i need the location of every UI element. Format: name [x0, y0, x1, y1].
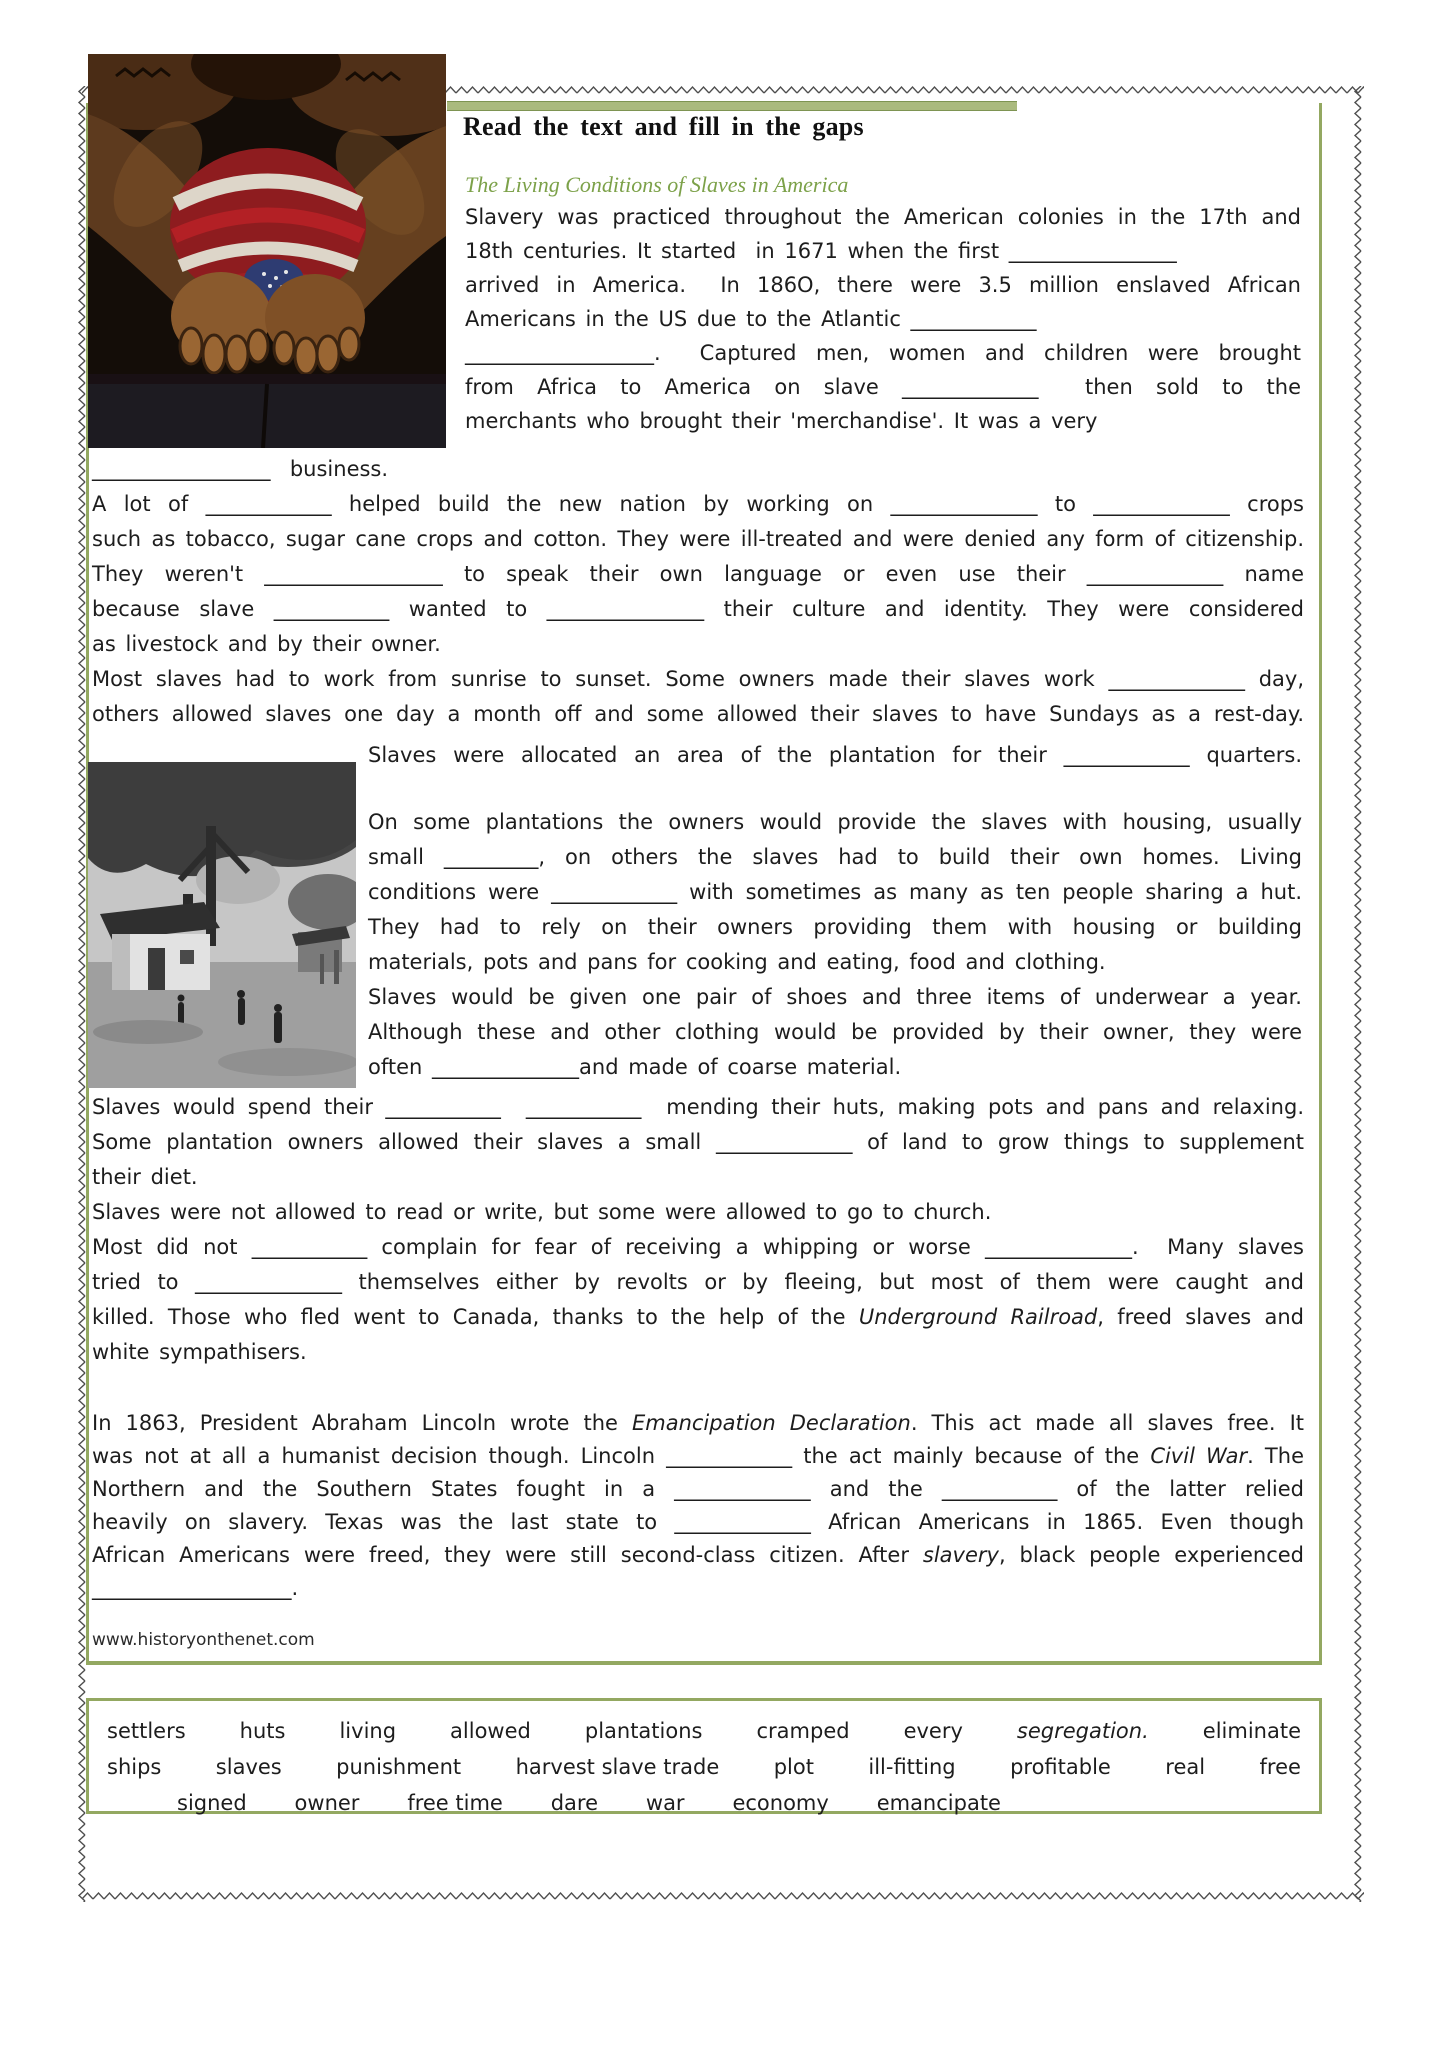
text-line: as livestock and by their owner.: [92, 632, 441, 656]
word-bank-word: living: [339, 1719, 397, 1743]
word-bank-word: ships: [107, 1755, 162, 1779]
text-line: 18th centuries. It started in 1671 when the first ________________: [465, 239, 1177, 263]
text-line: They had to rely on their owners providing them with housing or building: [368, 915, 1302, 939]
word-bank-word: allowed: [450, 1719, 531, 1743]
topic-heading: The Living Conditions of Slaves in America: [465, 172, 849, 197]
title-underline-rule: [447, 101, 1017, 111]
word-bank-word: ill-fitting: [868, 1755, 956, 1779]
text-line: arrived in America. In 186O, there were 3.5 million enslaved African: [465, 273, 1301, 297]
text-line: On some plantations the owners would provide the slaves with housing, usually: [368, 810, 1302, 834]
paragraph-free-time: [92, 1090, 1304, 1370]
word-bank-word: huts: [239, 1719, 286, 1743]
text-line: often ______________and made of coarse material.: [368, 1055, 902, 1079]
word-bank-word: slaves: [215, 1755, 282, 1779]
text-line: Slaves were not allowed to read or write, but some were allowed to go to church.: [92, 1200, 992, 1224]
text-line: from Africa to America on slave _____________ then sold to the: [465, 375, 1301, 399]
text-line: such as tobacco, sugar cane crops and cotton. They were ill-treated and were denied any form of citizenship.: [92, 527, 1304, 551]
word-bank-word: plantations: [584, 1719, 703, 1743]
word-bank-word: owner: [294, 1791, 360, 1815]
text-line: small _________, on others the slaves had to build their own homes. Living: [368, 845, 1302, 869]
text-line: Slaves would be given one pair of shoes and three items of underwear a year.: [368, 985, 1302, 1009]
word-bank-word: signed: [177, 1791, 247, 1815]
text-line: Although these and other clothing would be provided by their owner, they were: [368, 1020, 1302, 1044]
text-line: because slave ___________ wanted to _______________ their culture and identity. They were considered: [92, 597, 1304, 621]
word-bank-word: dare: [550, 1791, 599, 1815]
text-line: was not at all a humanist decision though. Lincoln ____________ the act mainly because of the Civil War. The: [92, 1444, 1304, 1468]
word-bank-row: [107, 1713, 1301, 1749]
word-bank-word: free time: [407, 1791, 503, 1815]
word-bank-word: emancipate: [876, 1791, 1001, 1815]
word-bank-row: [107, 1749, 1301, 1785]
text-line: They weren't _________________ to speak their own language or even use their _____________ name: [92, 562, 1304, 586]
text-line: white sympathisers.: [92, 1340, 307, 1364]
text-line: Most slaves had to work from sunrise to sunset. Some owners made their slaves work _____________ day,: [92, 667, 1304, 691]
text-line: African Americans were freed, they were still second-class citizen. After slavery, black people experienced: [92, 1543, 1304, 1567]
text-line: __________________. Captured men, women and children were brought: [465, 341, 1301, 365]
text-line: Most did not ___________ complain for fear of receiving a whipping or worse ______________. Many slaves: [92, 1235, 1304, 1259]
plantation-photo-image: [88, 762, 356, 1088]
paragraph-working-conditions: [92, 452, 1304, 732]
word-bank-word: free: [1259, 1755, 1301, 1779]
word-bank-word: eliminate: [1202, 1719, 1301, 1743]
paragraph-housing: [368, 738, 1302, 1085]
text-line: heavily on slavery. Texas was the last state to _____________ African Americans in 1865. Even though: [92, 1510, 1304, 1534]
text-line: A lot of ____________ helped build the new nation by working on ______________ to _____________ crops: [92, 492, 1304, 516]
word-bank-word: every: [903, 1719, 963, 1743]
text-line: ___________________.: [92, 1576, 299, 1600]
text-line: others allowed slaves one day a month off and some allowed their slaves to have Sundays as a rest-day.: [92, 702, 1304, 726]
word-bank-word: settlers: [107, 1719, 186, 1743]
paragraph-emancipation: [92, 1407, 1304, 1605]
word-bank-word: plot: [773, 1755, 814, 1779]
text-line: Slaves would spend their ___________ ___________ mending their huts, making pots and pans and relaxing.: [92, 1095, 1304, 1119]
worksheet-title: Read the text and fill in the gaps: [463, 112, 864, 141]
text-line: Northern and the Southern States fought in a _____________ and the ___________ of the latter relied: [92, 1477, 1304, 1501]
text-line: Slavery was practiced throughout the American colonies in the 17th and: [465, 205, 1301, 229]
text-line: conditions were ____________ with sometimes as many as ten people sharing a hut.: [368, 880, 1302, 904]
word-bank-word: harvest slave trade: [515, 1755, 720, 1779]
bound-hands-flag-image: [88, 54, 446, 448]
word-bank-row: [107, 1785, 1301, 1821]
word-bank-word: cramped: [756, 1719, 850, 1743]
text-line: killed. Those who fled went to Canada, thanks to the help of the Underground Railroad, freed slaves and: [92, 1305, 1304, 1329]
text-line: Americans in the US due to the Atlantic ____________: [465, 307, 1037, 331]
word-bank-word: war: [645, 1791, 685, 1815]
text-line: In 1863, President Abraham Lincoln wrote the Emancipation Declaration. This act made all slaves free. It: [92, 1411, 1304, 1435]
intro-paragraph: [465, 200, 1301, 438]
text-line: materials, pots and pans for cooking and eating, food and clothing.: [368, 950, 1106, 974]
word-bank-word: punishment: [336, 1755, 462, 1779]
text-line: tried to ______________ themselves either by revolts or by fleeing, but most of them were caught and: [92, 1270, 1304, 1294]
text-line: Slaves were allocated an area of the plantation for their ____________ quarters.: [368, 743, 1302, 767]
word-bank-word: real: [1165, 1755, 1206, 1779]
word-bank-word: economy: [732, 1791, 829, 1815]
word-bank-word: segregation.: [1016, 1719, 1149, 1743]
text-line: merchants who brought their 'merchandise'. It was a very: [465, 409, 1098, 433]
source-url: www.historyonthenet.com: [92, 1630, 315, 1650]
zigzag-border-bottom: [82, 1890, 1364, 1902]
text-line: their diet.: [92, 1165, 198, 1189]
word-bank-box: [86, 1698, 1322, 1814]
text-line: Some plantation owners allowed their slaves a small _____________ of land to grow things to supplement: [92, 1130, 1304, 1154]
zigzag-border-right: [1352, 86, 1364, 1902]
word-bank-word: profitable: [1010, 1755, 1111, 1779]
text-line: _________________ business.: [92, 457, 389, 481]
